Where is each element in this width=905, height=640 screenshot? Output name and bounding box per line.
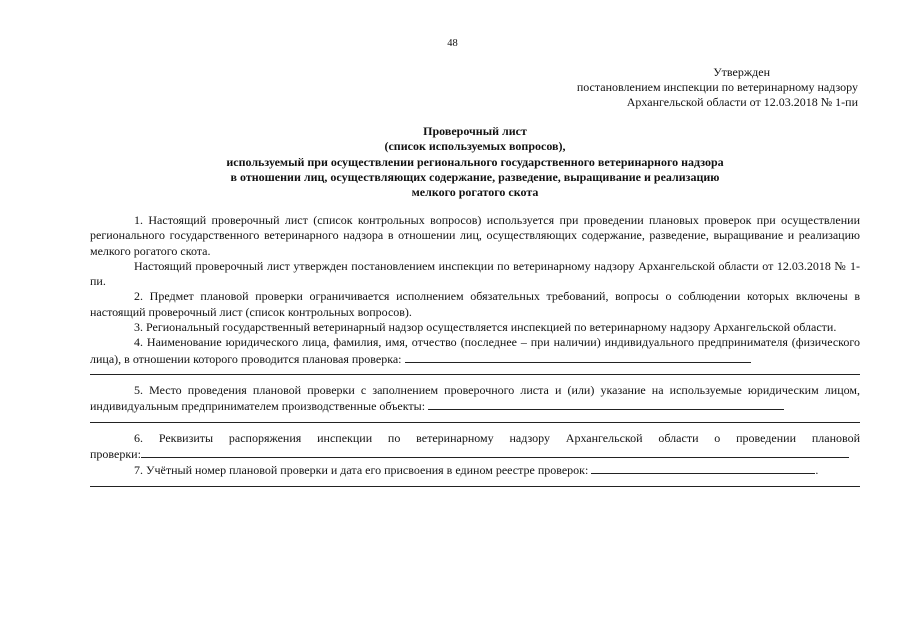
document-title [90,124,860,200]
title-line-3: используемый при осуществлении регионального государственного ветеринарного надзора [226,154,724,169]
entity-name-field[interactable] [405,351,751,363]
paragraph-4-text: 4. Наименование юридического лица, фамилия, имя, отчество (последнее – при наличии) индивидуального предпринимателя (физического лица), в отношении которого проводится плановая проверка: [90,335,860,366]
registry-number-field[interactable] [591,462,815,474]
paragraph-1: 1. Настоящий проверочный лист (список контрольных вопросов) используется при проведении плановых проверок при осуществлении регионального государственного ветеринарного надзора в отношении лиц, осуществляющих содержание, разведение, выращивание и реализацию мелкого рогатого скота. [90,213,860,258]
approval-line-3: Архангельской области от 12.03.2018 № 1-пи [626,95,858,109]
registry-number-field-line-2[interactable] [90,486,860,487]
paragraph-7-text: 7. Учётный номер плановой проверки и дата его присвоения в едином реестре проверок: [134,463,589,478]
title-line-4: в отношении лиц, осуществляющих содержание, разведение, выращивание и реализацию [230,169,720,184]
order-details-field[interactable] [141,446,849,458]
approval-stamp [538,65,858,110]
paragraph-6-text-end: проверки: [90,446,141,461]
title-line-5: мелкого рогатого скота [411,185,539,200]
approval-line-1: Утвержден [713,65,770,79]
paragraph-7-end: . [815,463,819,478]
inspection-place-field[interactable] [428,398,784,410]
page-number: 48 [447,38,458,49]
paragraph-7 [90,462,860,478]
paragraph-4 [90,335,860,367]
paragraph-5 [90,383,860,415]
paragraph-3: 3. Региональный государственный ветеринарный надзор осуществляется инспекцией по ветеринарному надзору Архангельской области. [134,320,837,335]
title-line-2: (список используемых вопросов), [384,139,566,154]
approval-line-2: постановлением инспекции по ветеринарному надзору [576,80,858,94]
paragraph-6-line-2 [90,446,860,462]
document-body [90,213,860,487]
paragraph-1b: Настоящий проверочный лист утвержден постановлением инспекции по ветеринарному надзору Архангельской области от 12.03.2018 № 1-пи. [90,258,860,289]
title-line-1: Проверочный лист [423,124,527,138]
paragraph-2: 2. Предмет плановой проверки ограничивается исполнением обязательных требований, вопросы о соблюдении которых включены в настоящий проверочный лист (список контрольных вопросов). [90,289,860,319]
paragraph-5-text: 5. Место проведения плановой проверки с заполнением проверочного листа и (или) указание на используемые юридическим лицом, индивидуальным предпринимателем производственные объекты: [90,382,860,414]
paragraph-6-line-1: 6. Реквизиты распоряжения инспекции по ветеринарному надзору Архангельской области о проведении плановой [134,430,860,445]
